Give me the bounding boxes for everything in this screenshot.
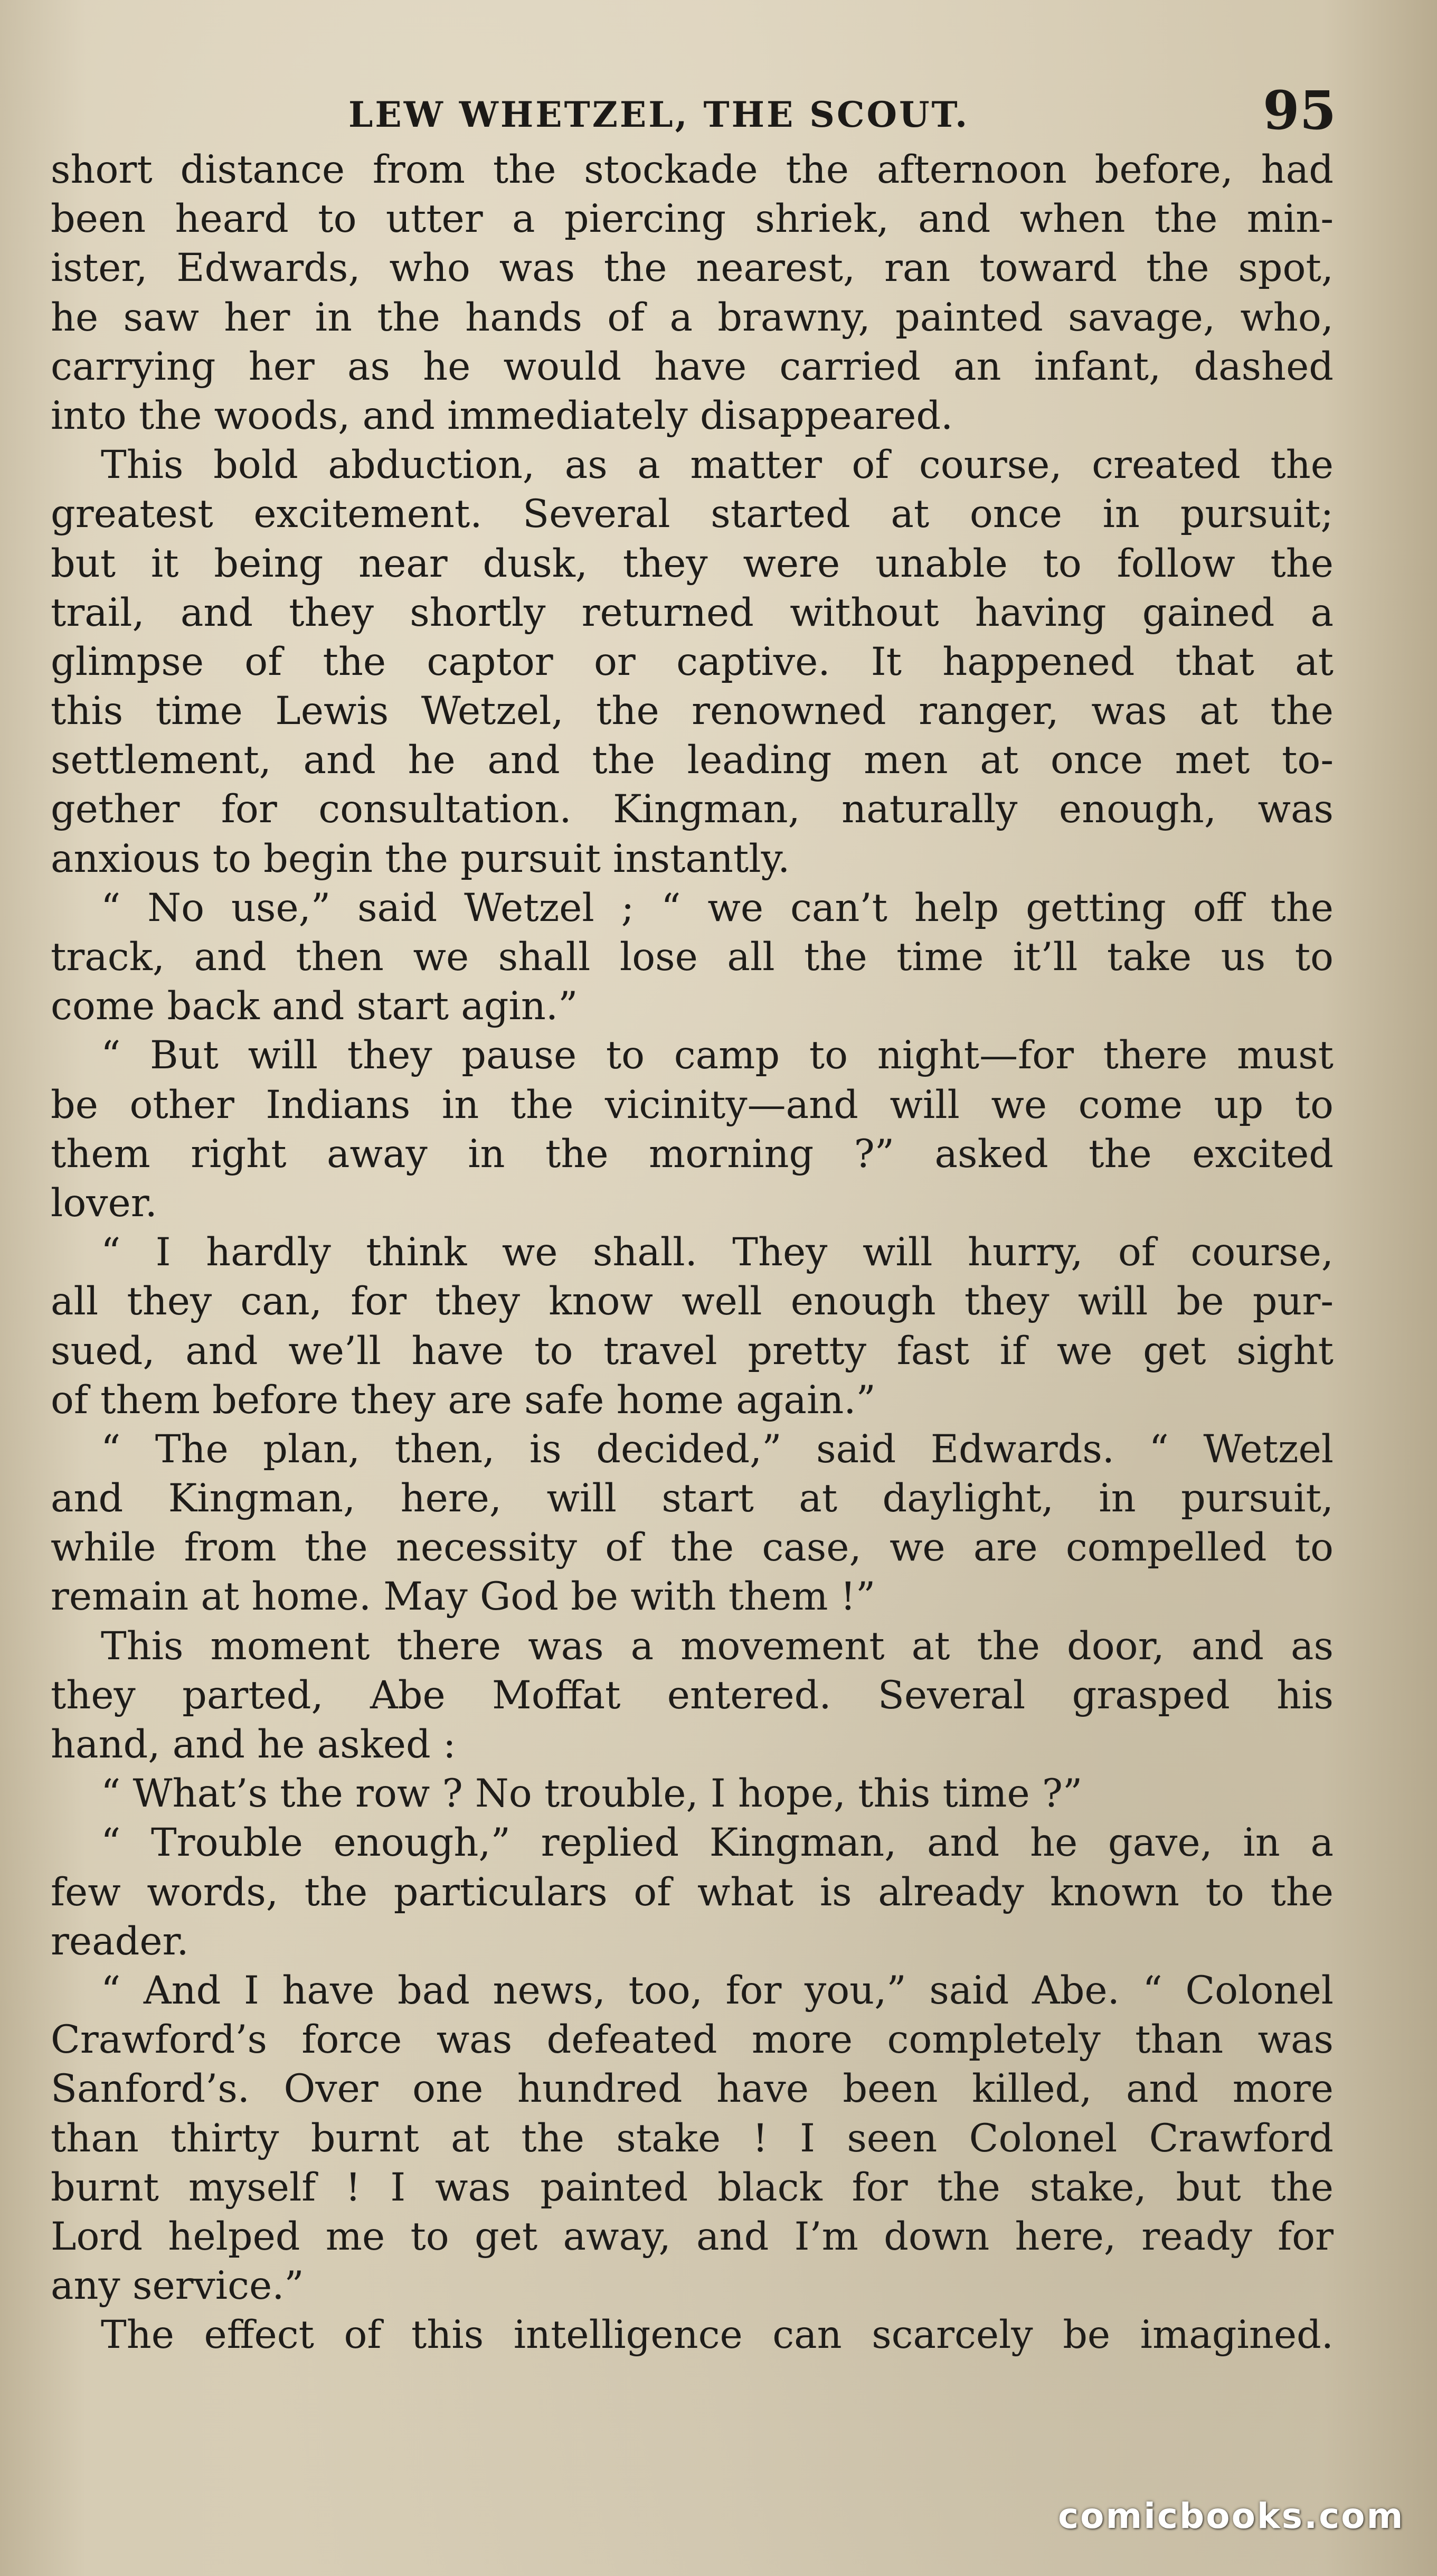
text-line: be other Indians in the vicinity—and will we come up to bbox=[51, 1082, 1334, 1127]
text-line: of them before they are safe home again.” bbox=[51, 1377, 876, 1423]
running-head: LEW WHETZEL, THE SCOUT. bbox=[348, 94, 970, 135]
text-line: anxious to begin the pursuit instantly. bbox=[51, 836, 790, 881]
text-line: Crawford’s force was defeated more completely than was bbox=[51, 2017, 1334, 2063]
text-line: track, and then we shall lose all the time it’ll take us to bbox=[51, 935, 1334, 980]
text-line: ister, Edwards, who was the nearest, ran toward the spot, bbox=[51, 246, 1334, 291]
text-line: remain at home. May God be with them !” bbox=[51, 1574, 876, 1620]
text-line: burnt myself ! I was painted black for the stake, but the bbox=[51, 2165, 1334, 2210]
text-line: reader. bbox=[51, 1919, 189, 1964]
text-line: into the woods, and immediately disappeared. bbox=[51, 393, 953, 438]
text-line: been heard to utter a piercing shriek, and when the min- bbox=[51, 196, 1334, 242]
text-line: “ No use,” said Wetzel ; “ we can’t help getting off the bbox=[101, 885, 1334, 930]
watermark: comicbooks.com bbox=[1058, 2496, 1405, 2536]
text-line: come back and start agin.” bbox=[51, 984, 578, 1029]
text-line: settlement, and he and the leading men at once met to- bbox=[51, 738, 1334, 783]
text-line: This bold abduction, as a matter of course, created the bbox=[101, 443, 1334, 488]
text-line: any service.” bbox=[51, 2263, 304, 2309]
text-line: short distance from the stockade the afternoon before, had bbox=[51, 147, 1334, 192]
text-line: greatest excitement. Several started at once in pursuit; bbox=[51, 492, 1334, 537]
text-line: them right away in the morning ?” asked the excited bbox=[51, 1131, 1334, 1177]
text-line: all they can, for they know well enough they will be pur- bbox=[51, 1279, 1334, 1324]
text-line: but it being near dusk, they were unable to follow the bbox=[51, 541, 1334, 586]
text-line: Sanford’s. Over one hundred have been killed, and more bbox=[51, 2066, 1334, 2112]
text-line: hand, and he asked : bbox=[51, 1722, 456, 1767]
text-line: while from the necessity of the case, we are compelled to bbox=[51, 1525, 1334, 1571]
text-line: “ Trouble enough,” replied Kingman, and he gave, in a bbox=[101, 1820, 1334, 1866]
text-line: trail, and they shortly returned without having gained a bbox=[51, 590, 1334, 635]
text-line: “ What’s the row ? No trouble, I hope, this time ?” bbox=[101, 1771, 1083, 1817]
text-line: “ And I have bad news, too, for you,” said Abe. “ Colonel bbox=[101, 1968, 1334, 2013]
page-header bbox=[0, 79, 1437, 142]
text-line: The effect of this intelligence can scarcely be imagined. bbox=[101, 2312, 1334, 2358]
text-line: This moment there was a movement at the door, and as bbox=[101, 1623, 1334, 1669]
text-line: “ But will they pause to camp to night—for there must bbox=[101, 1033, 1334, 1078]
text-line: glimpse of the captor or captive. It happened that at bbox=[51, 639, 1334, 684]
text-line: few words, the particulars of what is already known to the bbox=[51, 1869, 1334, 1915]
page-number: 95 bbox=[1263, 79, 1337, 142]
text-line: sued, and we’ll have to travel pretty fast if we get sight bbox=[51, 1328, 1334, 1374]
body-text bbox=[51, 145, 1334, 2359]
text-line: “ The plan, then, is decided,” said Edwards. “ Wetzel bbox=[101, 1426, 1334, 1472]
text-line: lover. bbox=[51, 1180, 157, 1226]
text-line: gether for consultation. Kingman, naturally enough, was bbox=[51, 787, 1334, 832]
text-line: than thirty burnt at the stake ! I seen Colonel Crawford bbox=[51, 2116, 1334, 2161]
text-line: he saw her in the hands of a brawny, painted savage, who, bbox=[51, 295, 1334, 340]
text-line: carrying her as he would have carried an infant, dashed bbox=[51, 344, 1334, 389]
text-line: they parted, Abe Moffat entered. Several grasped his bbox=[51, 1672, 1334, 1718]
text-line: this time Lewis Wetzel, the renowned ranger, was at the bbox=[51, 689, 1334, 734]
text-line: Lord helped me to get away, and I’m down here, ready for bbox=[51, 2214, 1334, 2259]
text-line: “ I hardly think we shall. They will hurry, of course, bbox=[101, 1230, 1334, 1275]
text-line: and Kingman, here, will start at daylight, in pursuit, bbox=[51, 1476, 1334, 1521]
